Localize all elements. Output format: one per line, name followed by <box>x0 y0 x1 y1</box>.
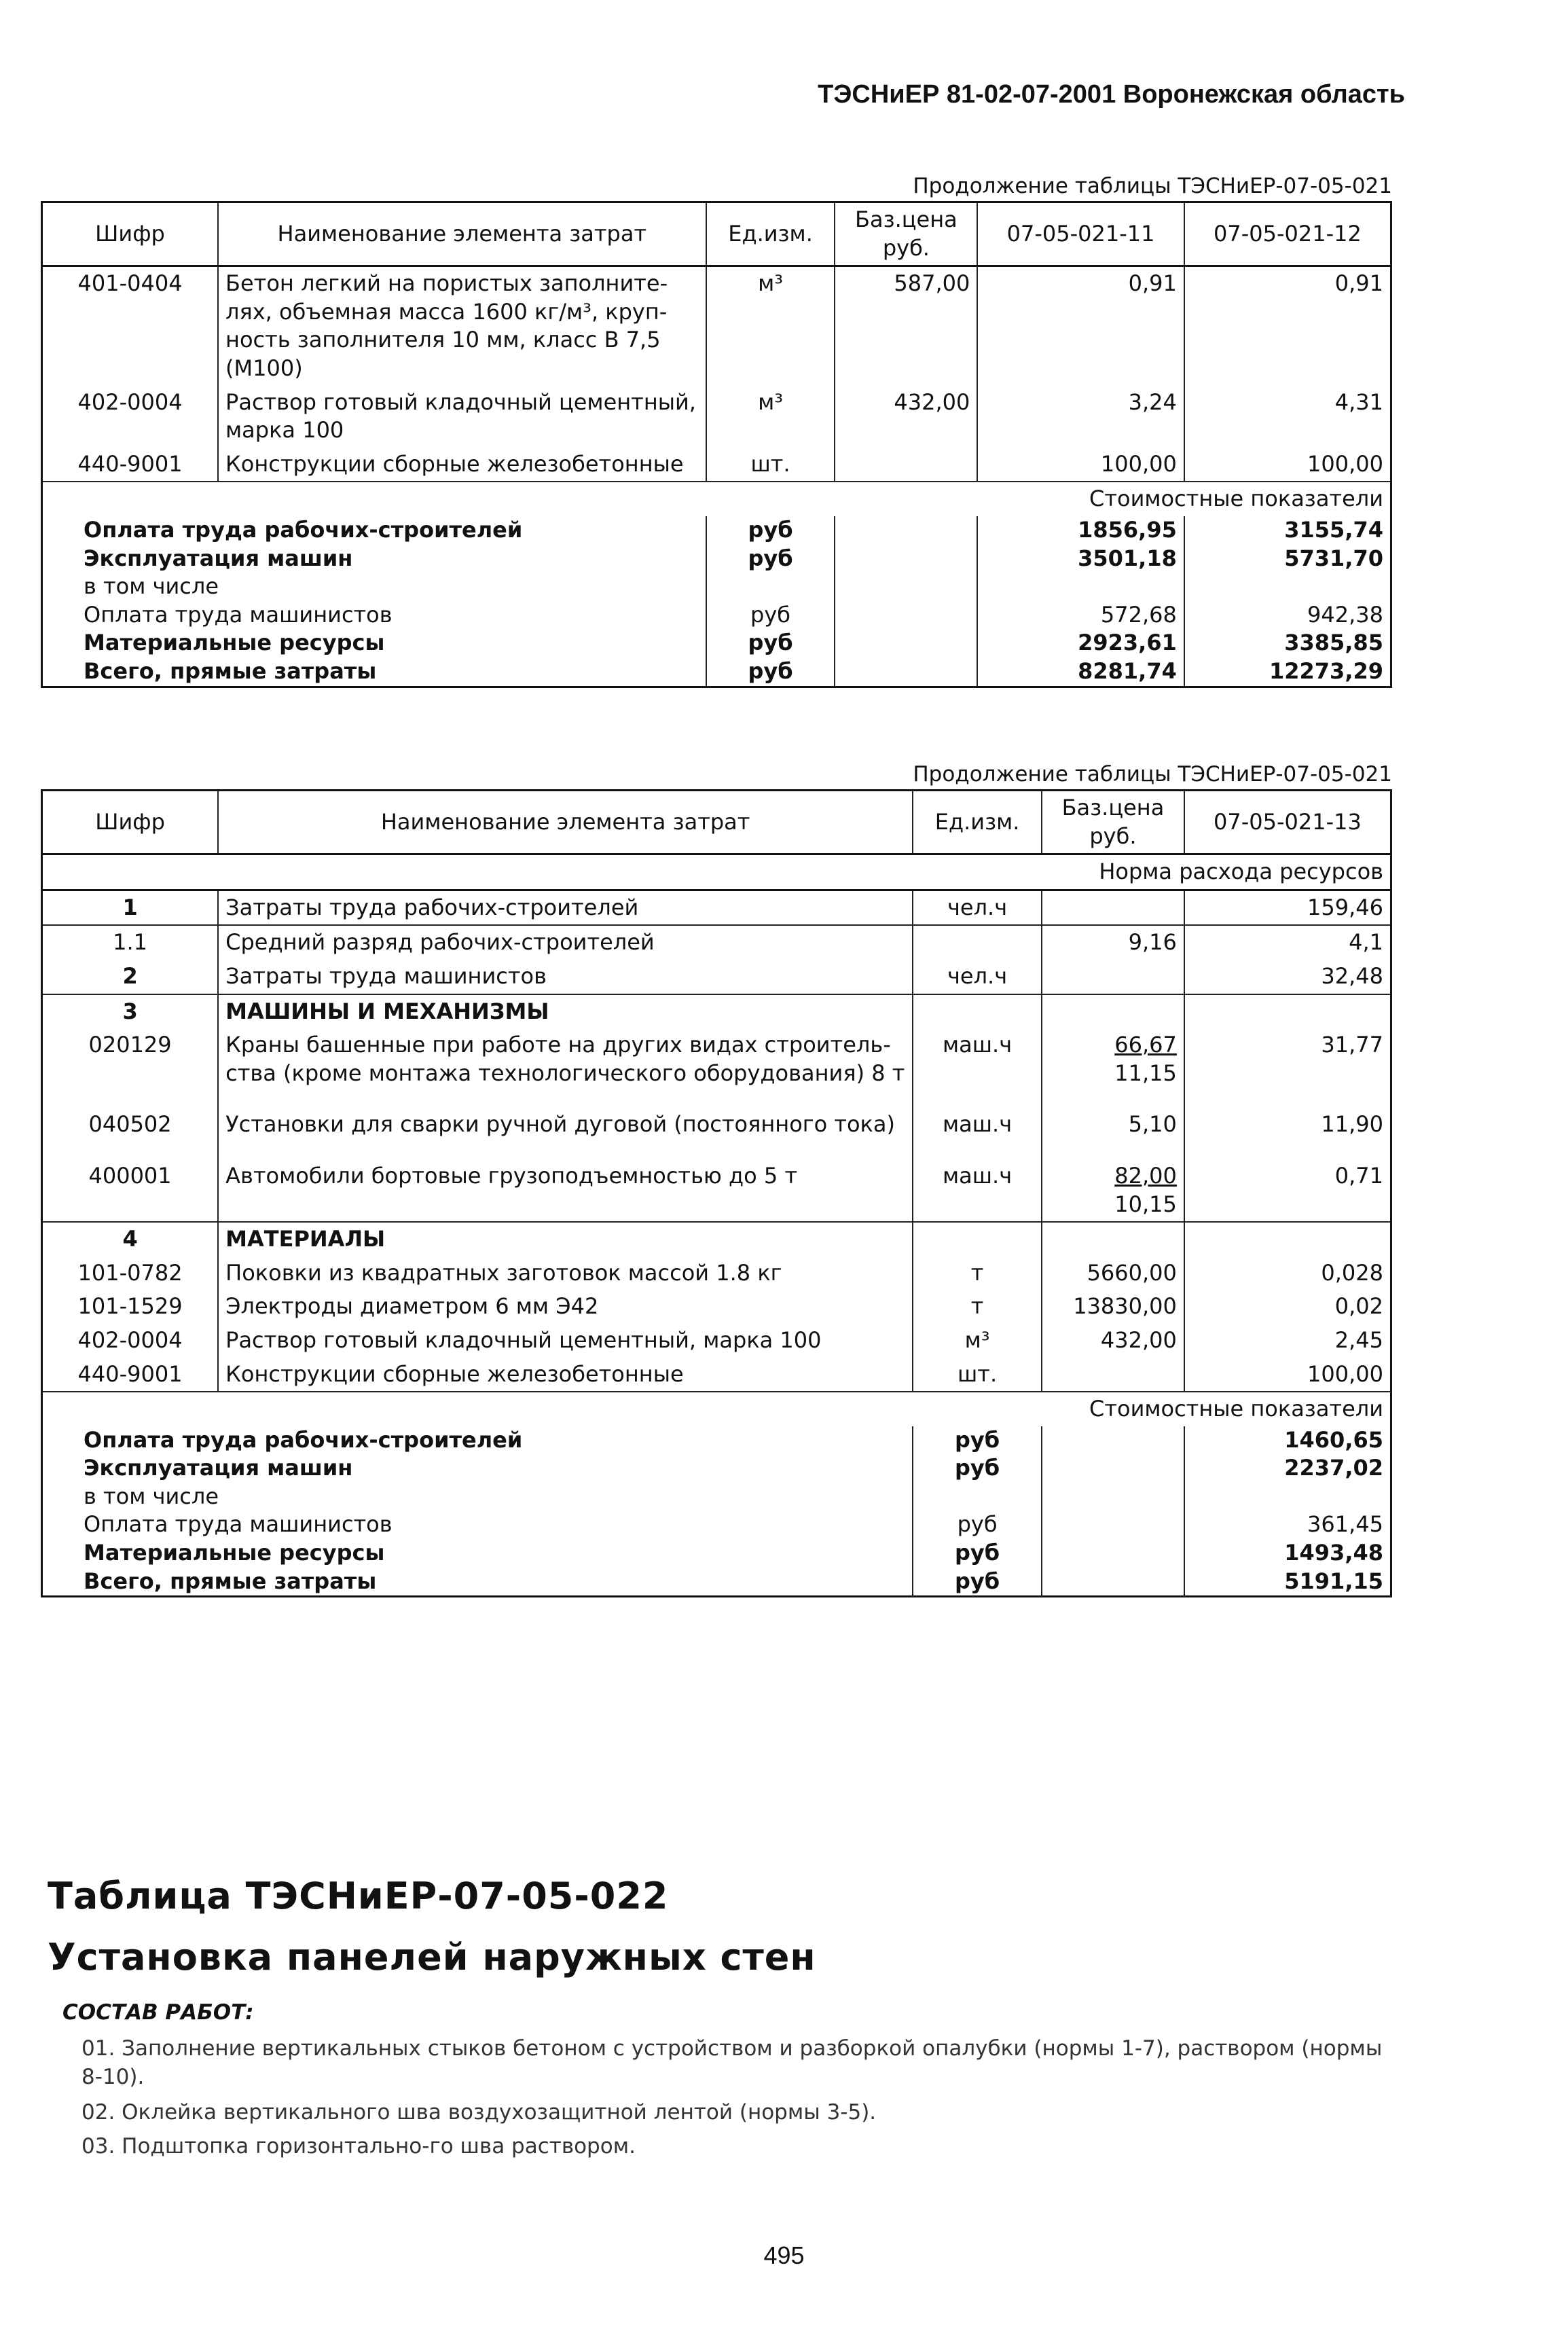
section-title: Таблица ТЭСНиЕР-07-05-022 <box>48 1875 669 1917</box>
cell-value-11: 100,00 <box>977 448 1184 482</box>
cell-price <box>1042 1159 1184 1222</box>
cell-value-13: 0,71 <box>1184 1159 1391 1222</box>
cell-code: 040502 <box>42 1108 219 1159</box>
cost-indicators-label: Стоимостные показатели <box>42 482 1391 516</box>
totals-empty <box>1042 1568 1184 1597</box>
totals-value-12 <box>1184 573 1391 601</box>
totals-empty <box>835 516 977 545</box>
totals-name: Оплата труда рабочих-строителей <box>42 1426 913 1455</box>
totals-empty <box>1042 1483 1184 1511</box>
cell-price <box>1042 994 1184 1029</box>
table-row <box>42 448 1391 482</box>
cell-code: 440-9001 <box>42 1358 219 1392</box>
totals-unit: руб <box>913 1539 1042 1568</box>
cell-name: Электроды диаметром 6 мм Э42 <box>218 1290 913 1324</box>
totals-unit: руб <box>706 601 835 630</box>
totals-name: Материальные ресурсы <box>42 629 706 657</box>
norm-label: Норма расхода ресурсов <box>42 854 1391 890</box>
cell-code: 4 <box>42 1222 219 1257</box>
totals-unit: руб <box>706 516 835 545</box>
cell-value-12: 4,31 <box>1334 389 1383 415</box>
cell-unit <box>913 994 1042 1029</box>
totals-value-11: 1856,95 <box>977 516 1184 545</box>
table-row <box>42 1358 1391 1392</box>
totals-empty <box>835 657 977 687</box>
cell-code: 1 <box>42 890 219 925</box>
cell-unit: шт. <box>913 1358 1042 1392</box>
cell-value-13: 11,90 <box>1321 1111 1383 1138</box>
cell-name: МАШИНЫ И МЕХАНИЗМЫ <box>218 994 913 1029</box>
totals-value-11: 8281,74 <box>977 657 1184 687</box>
cell-value-13: 31,77 <box>1321 1032 1383 1058</box>
totals-value-13: 5191,15 <box>1284 1568 1383 1594</box>
col-header-price: Баз.цена руб. <box>1042 791 1184 854</box>
totals-value-13: 2237,02 <box>1284 1455 1383 1481</box>
cell-value-13: 100,00 <box>1307 1360 1383 1387</box>
cell-unit: маш.ч <box>913 1108 1042 1159</box>
cell-value-13: 159,46 <box>1184 890 1391 925</box>
cell-name: Конструкции сборные железобетонные <box>218 1358 913 1392</box>
totals-row <box>42 516 1391 545</box>
totals-row <box>42 1426 1391 1455</box>
cell-name: Бетон легкий на пористых заполните- лях, объемная масса 1600 кг/м³, круп- ность заполнителя 10 мм, класс В 7,5 (М100) <box>218 266 706 386</box>
cell-name: Автомобили бортовые грузоподъемностью до 5 т <box>218 1159 913 1222</box>
totals-empty <box>1042 1426 1184 1455</box>
cell-name: МАТЕРИАЛЫ <box>218 1222 913 1257</box>
totals-name: Оплата труда рабочих-строителей <box>42 516 706 545</box>
table-row <box>42 1159 1391 1222</box>
col-header-v1: 07-05-021-11 <box>977 202 1184 266</box>
price-secondary: 11,15 <box>1114 1060 1177 1086</box>
totals-empty <box>835 601 977 630</box>
totals-unit: руб <box>913 1568 1042 1597</box>
cell-code: 401-0404 <box>42 266 219 386</box>
cell-unit: м³ <box>706 266 835 386</box>
totals-value-13 <box>1184 1483 1391 1511</box>
totals-name: Материальные ресурсы <box>42 1539 913 1568</box>
cell-code: 440-9001 <box>42 448 219 482</box>
cell-code: 3 <box>42 994 219 1029</box>
totals-row <box>42 573 1391 601</box>
table2-norm-label-row <box>42 854 1391 890</box>
cell-unit <box>913 1222 1042 1257</box>
table2-totals <box>42 1426 1391 1597</box>
cell-unit: шт. <box>706 448 835 482</box>
table2-cost-label-row <box>42 1392 1391 1426</box>
totals-name: Всего, прямые затраты <box>42 1568 913 1597</box>
work-item-3: 03. Подштопка горизонтально-го шва раствором. <box>81 2134 636 2159</box>
col-header-v2: 07-05-021-12 <box>1184 202 1391 266</box>
table-row <box>42 1028 1391 1108</box>
cell-price <box>1042 925 1184 960</box>
cell-value-13: 32,48 <box>1184 960 1391 994</box>
cell-code: 101-1529 <box>42 1290 219 1324</box>
table-row <box>42 925 1391 960</box>
totals-name: Эксплуатация машин <box>42 545 706 573</box>
totals-value-12: 3385,85 <box>1284 630 1383 656</box>
totals-row <box>42 657 1391 687</box>
totals-value-12: 942,38 <box>1307 601 1383 628</box>
totals-value-12: 3155,74 <box>1284 516 1383 543</box>
totals-value-13: 361,45 <box>1307 1511 1383 1538</box>
works-label: СОСТАВ РАБОТ: <box>62 2000 254 2025</box>
cell-price: 432,00 <box>835 386 977 448</box>
table2 <box>41 789 1392 1597</box>
table1-cost-label-row <box>42 482 1391 516</box>
cell-unit: т <box>913 1257 1042 1290</box>
totals-name: Всего, прямые затраты <box>42 657 706 687</box>
totals-empty <box>1042 1511 1184 1539</box>
totals-value-12: 12273,29 <box>1269 657 1383 684</box>
work-item-2: 02. Оклейка вертикального шва воздухозащитной лентой (нормы 3-5). <box>81 2100 877 2125</box>
price-main: 5,10 <box>1128 1111 1177 1138</box>
totals-empty <box>835 629 977 657</box>
col-header-name: Наименование элемента затрат <box>218 202 706 266</box>
cell-name: Раствор готовый кладочный цементный, марка 100 <box>218 1324 913 1358</box>
totals-value-13: 1460,65 <box>1284 1426 1383 1453</box>
cell-name: Затраты труда рабочих-строителей <box>218 890 913 925</box>
table1 <box>41 201 1392 688</box>
totals-row <box>42 1539 1391 1568</box>
cell-price <box>1042 1257 1184 1290</box>
cell-unit: маш.ч <box>913 1159 1042 1222</box>
cell-unit: чел.ч <box>913 960 1042 994</box>
price-main: 13830,00 <box>1073 1293 1177 1320</box>
totals-unit: руб <box>913 1454 1042 1483</box>
totals-empty <box>1042 1539 1184 1568</box>
totals-row <box>42 1511 1391 1539</box>
cell-code: 2 <box>42 960 219 994</box>
table2-header-row <box>42 791 1391 854</box>
cell-unit: маш.ч <box>913 1028 1042 1108</box>
cell-unit: м³ <box>913 1324 1042 1358</box>
totals-value-11 <box>977 573 1184 601</box>
table-row <box>42 386 1391 448</box>
table-row <box>42 1324 1391 1358</box>
table1-totals <box>42 516 1391 687</box>
cell-price <box>835 448 977 482</box>
cell-unit: м³ <box>706 386 835 448</box>
work-item-1: 01. Заполнение вертикальных стыков бетоном с устройством и разборкой опалубки (нормы 1-7), раствором (нормы 8-10). <box>81 2036 1383 2089</box>
cell-price <box>1042 1222 1184 1257</box>
cost-indicators-label: Стоимостные показатели <box>42 1392 1391 1426</box>
totals-value-13: 1493,48 <box>1284 1540 1383 1566</box>
totals-row <box>42 601 1391 630</box>
totals-unit: руб <box>706 629 835 657</box>
cell-price <box>1042 1290 1184 1324</box>
totals-unit: руб <box>706 545 835 573</box>
price-main: 5660,00 <box>1087 1259 1177 1286</box>
cell-value-13: 4,1 <box>1349 929 1383 956</box>
totals-unit <box>913 1483 1042 1511</box>
totals-row <box>42 545 1391 573</box>
cell-value-13 <box>1184 1222 1391 1257</box>
cell-value-13: 2,45 <box>1334 1326 1383 1353</box>
cell-name: Поковки из квадратных заготовок массой 1.8 кг <box>218 1257 913 1290</box>
cell-value-13 <box>1184 994 1391 1029</box>
page-header: ТЭСНиЕР 81-02-07-2001 Воронежская область <box>818 80 1405 109</box>
totals-unit: руб <box>706 657 835 687</box>
cell-price <box>1042 1028 1184 1108</box>
section-row <box>42 1222 1391 1257</box>
cell-name: Конструкции сборные железобетонные <box>218 448 706 482</box>
table-row <box>42 1290 1391 1324</box>
cell-code: 402-0004 <box>42 386 219 448</box>
totals-unit: руб <box>913 1511 1042 1539</box>
cell-unit: чел.ч <box>913 890 1042 925</box>
table-row <box>42 890 1391 925</box>
table-row <box>42 1108 1391 1159</box>
cell-price <box>1042 1358 1184 1392</box>
cell-name: Раствор готовый кладочный цементный, марка 100 <box>218 386 706 448</box>
table1-header-row <box>42 202 1391 266</box>
cell-code: 1.1 <box>42 925 219 960</box>
totals-unit <box>706 573 835 601</box>
cell-price: 587,00 <box>835 266 977 386</box>
totals-row <box>42 1568 1391 1597</box>
cell-value-13: 0,028 <box>1321 1259 1383 1286</box>
totals-name: Эксплуатация машин <box>42 1454 913 1483</box>
table-row <box>42 960 1391 994</box>
cell-value-11: 0,91 <box>977 266 1184 386</box>
table2-body <box>42 890 1391 1392</box>
totals-empty <box>1042 1454 1184 1483</box>
cell-price <box>1042 1324 1184 1358</box>
cell-code: 020129 <box>42 1028 219 1108</box>
cell-value-12: 0,91 <box>1334 270 1383 297</box>
cell-code: 101-0782 <box>42 1257 219 1290</box>
totals-name: в том числе <box>42 1483 913 1511</box>
cell-price <box>1042 890 1184 925</box>
cell-name: Затраты труда машинистов <box>218 960 913 994</box>
totals-value-11: 2923,61 <box>977 629 1184 657</box>
totals-name: в том числе <box>42 573 706 601</box>
cell-unit: т <box>913 1290 1042 1324</box>
totals-value-11: 3501,18 <box>977 545 1184 573</box>
col-header-price: Баз.цена руб. <box>835 202 977 266</box>
totals-name: Оплата труда машинистов <box>42 1511 913 1539</box>
cell-unit <box>913 925 1042 960</box>
price-main: 9,16 <box>1128 929 1177 956</box>
totals-empty <box>835 573 977 601</box>
cell-price <box>1042 960 1184 994</box>
col-header-v: 07-05-021-13 <box>1184 791 1391 854</box>
table-row <box>42 1257 1391 1290</box>
totals-empty <box>835 545 977 573</box>
section-row <box>42 994 1391 1029</box>
col-header-code: Шифр <box>42 202 219 266</box>
col-header-name: Наименование элемента затрат <box>218 791 913 854</box>
totals-value-11: 572,68 <box>977 601 1184 630</box>
totals-name: Оплата труда машинистов <box>42 601 706 630</box>
price-main: 66,67 <box>1114 1032 1177 1058</box>
cell-name: Краны башенные при работе на других видах строитель- ства (кроме монтажа технологического оборудования) 8 т <box>218 1028 913 1108</box>
cell-value-12: 100,00 <box>1307 450 1383 477</box>
table1-continuation: Продолжение таблицы ТЭСНиЕР-07-05-021 <box>913 174 1392 198</box>
cell-value-11: 3,24 <box>977 386 1184 448</box>
cell-name: Установки для сварки ручной дуговой (постоянного тока) <box>218 1108 913 1159</box>
table2-continuation: Продолжение таблицы ТЭСНиЕР-07-05-021 <box>913 762 1392 787</box>
table-row <box>42 266 1391 386</box>
col-header-unit: Ед.изм. <box>913 791 1042 854</box>
totals-row <box>42 1454 1391 1483</box>
cell-code: 400001 <box>42 1159 219 1222</box>
price-main: 82,00 <box>1114 1162 1177 1189</box>
cell-name: Средний разряд рабочих-строителей <box>218 925 913 960</box>
totals-value-12: 5731,70 <box>1284 545 1383 571</box>
col-header-code: Шифр <box>42 791 219 854</box>
cell-price <box>1042 1108 1184 1159</box>
table1-body <box>42 266 1391 482</box>
totals-unit: руб <box>913 1426 1042 1455</box>
page-number: 495 <box>763 2241 805 2269</box>
totals-row <box>42 1483 1391 1511</box>
cell-value-13: 0,02 <box>1334 1293 1383 1320</box>
section-subtitle: Установка панелей наружных стен <box>48 1936 816 1979</box>
col-header-unit: Ед.изм. <box>706 202 835 266</box>
price-main: 432,00 <box>1100 1326 1177 1353</box>
price-secondary: 10,15 <box>1114 1191 1177 1217</box>
cell-code: 402-0004 <box>42 1324 219 1358</box>
totals-row <box>42 629 1391 657</box>
